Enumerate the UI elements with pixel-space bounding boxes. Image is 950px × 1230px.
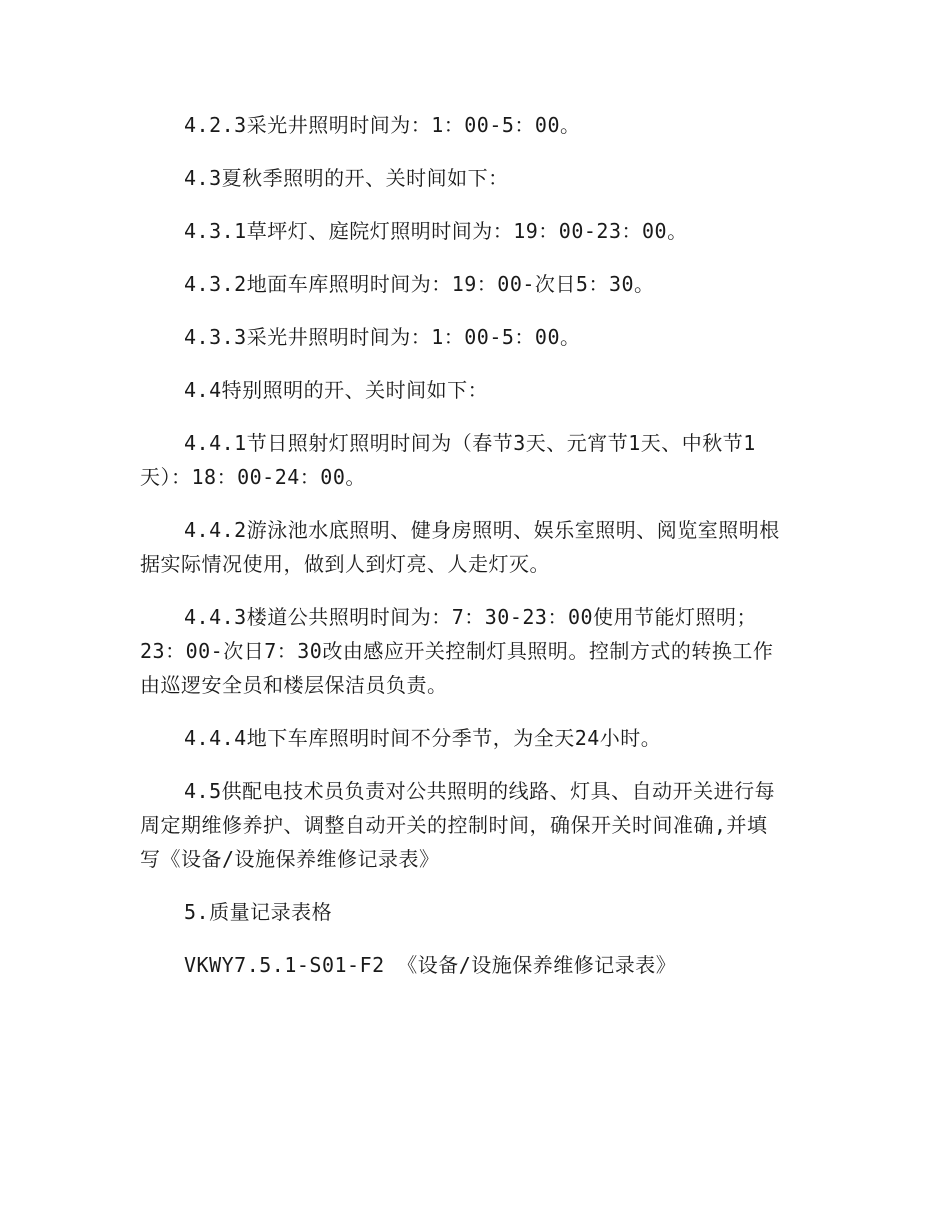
text-line: 4.3夏秋季照明的开、关时间如下： [184,166,509,190]
paragraph-4-3-1 [140,214,810,248]
paragraph-4-4 [140,373,810,407]
paragraph-4-5 [140,774,810,876]
text-line: 据实际情况使用，做到人到灯亮、人走灯灭。 [140,552,550,576]
text-line: 4.4.4地下车库照明时间不分季节，为全天24小时。 [184,726,662,750]
text-line: 4.4.2游泳池水底照明、健身房照明、娱乐室照明、阅览室照明根 [184,518,780,542]
paragraph-4-3-2 [140,267,810,301]
text-line: 5.质量记录表格 [184,900,333,924]
text-line: 天）：18：00-24：00。 [140,465,366,489]
text-line: 4.3.2地面车库照明时间为：19：00-次日5：30。 [184,272,655,296]
paragraph-4-3 [140,161,810,195]
text-line: 4.5供配电技术员负责对公共照明的线路、灯具、自动开关进行每 [184,779,776,803]
record-form-reference [140,948,810,982]
paragraph-4-3-3 [140,320,810,354]
text-line: 23：00-次日7：30改由感应开关控制灯具照明。控制方式的转换工作 [140,639,774,663]
paragraph-4-4-3 [140,600,810,702]
text-line: 由巡逻安全员和楼层保洁员负责。 [140,673,448,697]
paragraph-4-4-1 [140,426,810,494]
paragraph-4-2-3 [140,108,810,142]
text-line: 4.3.1草坪灯、庭院灯照明时间为：19：00-23：00。 [184,219,688,243]
section-heading-5 [140,895,810,929]
text-line: 写《设备/设施保养维修记录表》 [140,847,440,871]
text-line: VKWY7.5.1-S01-F2 《设备/设施保养维修记录表》 [184,953,677,977]
text-line: 4.3.3采光井照明时间为：1：00-5：00。 [184,325,581,349]
paragraph-4-4-4 [140,721,810,755]
text-line: 4.4.1节日照射灯照明时间为（春节3天、元宵节1天、中秋节1 [184,431,756,455]
text-line: 周定期维修养护、调整自动开关的控制时间，确保开关时间准确,并填 [140,813,768,837]
paragraph-4-4-2 [140,513,810,581]
text-line: 4.4.3楼道公共照明时间为：7：30-23：00使用节能灯照明； [184,605,758,629]
text-line: 4.4特别照明的开、关时间如下： [184,378,489,402]
text-line: 4.2.3采光井照明时间为：1：00-5：00。 [184,113,581,137]
document-body [140,108,810,1001]
